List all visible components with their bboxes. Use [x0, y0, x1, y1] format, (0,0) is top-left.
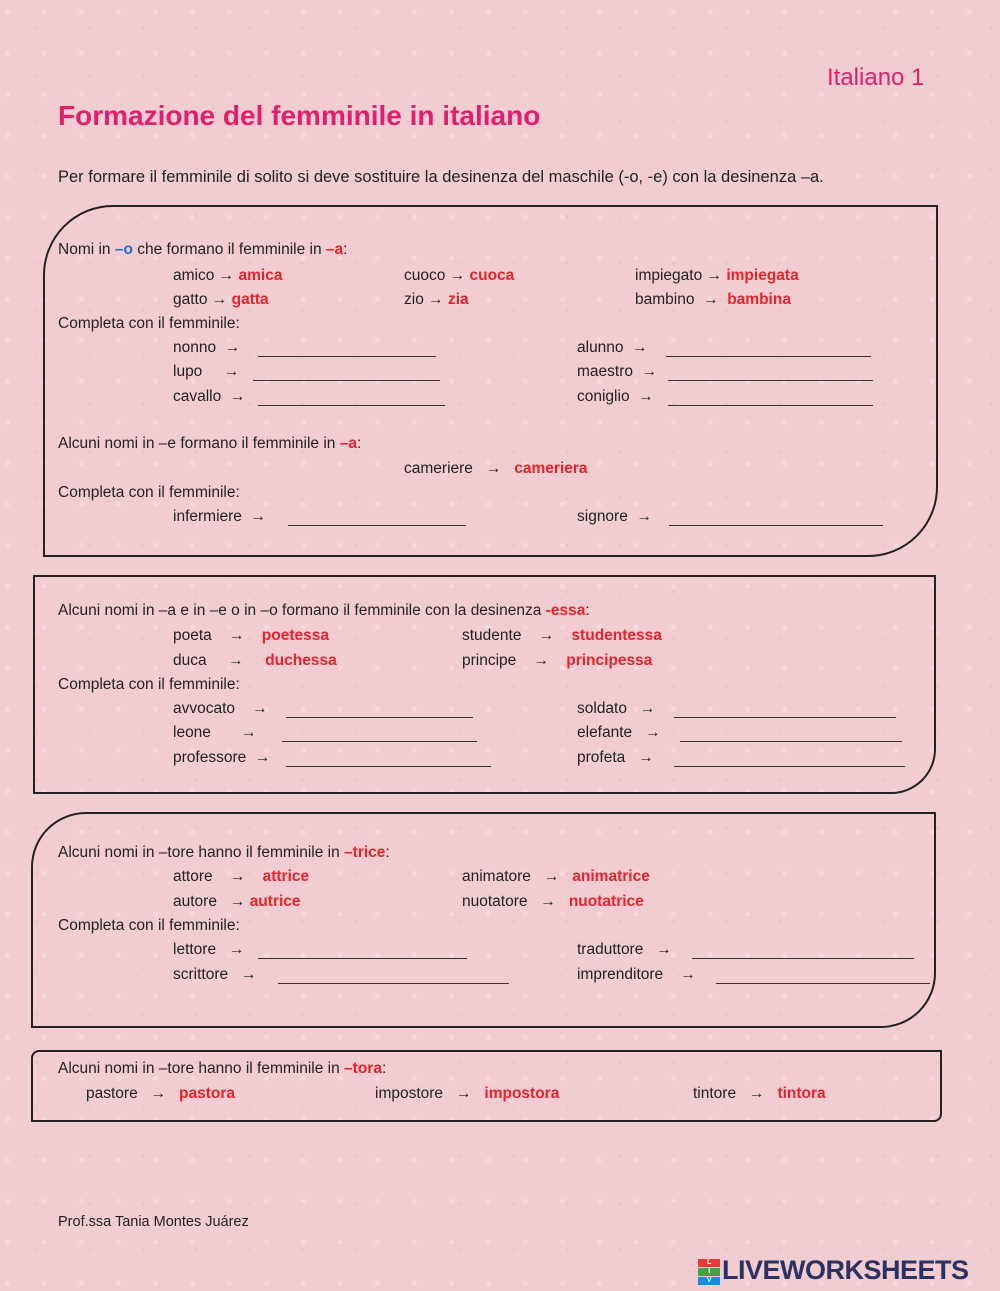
answer-blank[interactable] — [286, 717, 473, 718]
example-pair: duca → duchessa — [173, 652, 337, 669]
answer-blank[interactable] — [258, 405, 445, 406]
example-pair: nuotatore → nuotatrice — [462, 893, 644, 910]
exercise-word: alunno → — [577, 339, 648, 356]
answer-blank[interactable] — [674, 766, 905, 767]
example-pair: poeta → poetessa — [173, 627, 329, 644]
example-pair: bambino → bambina — [635, 291, 791, 308]
answer-blank[interactable] — [258, 356, 436, 357]
example-pair: cuoco → cuoca — [404, 267, 515, 284]
answer-blank[interactable] — [286, 766, 491, 767]
exercise-word: cavallo → — [173, 388, 246, 405]
exercise-word: imprenditore → — [577, 966, 696, 983]
exercise-word: profeta → — [577, 749, 654, 766]
section1-heading: Nomi in –o che formano il femminile in –a: — [58, 241, 348, 258]
section4-heading: Alcuni nomi in –tore hanno il femminile in –tora: — [58, 1060, 387, 1077]
exercise-word: lupo → — [173, 363, 240, 380]
example-pair: principe → principessa — [462, 652, 653, 669]
author-credit: Prof.ssa Tania Montes Juárez — [58, 1214, 249, 1230]
example-pair: impostore → impostora — [375, 1085, 560, 1102]
answer-blank[interactable] — [278, 983, 509, 984]
example-pair: amico → amica — [173, 267, 283, 284]
complete-label: Completa con il femminile: — [58, 484, 240, 501]
answer-blank[interactable] — [258, 958, 467, 959]
example-pair: cameriere → cameriera — [404, 460, 588, 477]
example-pair: pastore → pastora — [86, 1085, 236, 1102]
exercise-word: traduttore → — [577, 941, 672, 958]
exercise-word: avvocato → — [173, 700, 268, 717]
section3-heading: Alcuni nomi in –tore hanno il femminile in –trice: — [58, 844, 390, 861]
answer-blank[interactable] — [668, 380, 873, 381]
answer-blank[interactable] — [666, 356, 871, 357]
complete-label: Completa con il femminile: — [58, 676, 240, 693]
exercise-word: signore → — [577, 508, 652, 525]
course-label: Italiano 1 — [827, 64, 925, 91]
example-pair: autore → autrice — [173, 893, 301, 910]
answer-blank[interactable] — [692, 958, 914, 959]
exercise-word: coniglio → — [577, 388, 654, 405]
exercise-word: lettore → — [173, 941, 245, 958]
answer-blank[interactable] — [282, 741, 477, 742]
exercise-word: scrittore → — [173, 966, 257, 983]
answer-blank[interactable] — [680, 741, 902, 742]
complete-label: Completa con il femminile: — [58, 917, 240, 934]
example-pair: attore → attrice — [173, 868, 310, 885]
liveworksheets-logo[interactable]: L I V LIVEWORKSHEETS — [698, 1255, 969, 1286]
answer-blank[interactable] — [668, 405, 873, 406]
exercise-word: nonno → — [173, 339, 241, 356]
page-title: Formazione del femminile in italiano — [58, 100, 541, 131]
example-pair: gatto → gatta — [173, 291, 269, 308]
answer-blank[interactable] — [674, 717, 896, 718]
example-pair: zio → zia — [404, 291, 469, 308]
exercise-word: elefante → — [577, 724, 661, 741]
answer-blank[interactable] — [716, 983, 930, 984]
example-pair: studente → studentessa — [462, 627, 662, 644]
section1-heading2: Alcuni nomi in –e formano il femminile in –a: — [58, 435, 362, 452]
complete-label: Completa con il femminile: — [58, 315, 240, 332]
exercise-word: professore → — [173, 749, 271, 766]
exercise-word: maestro → — [577, 363, 658, 380]
liveworksheets-logo-icon: L I V — [698, 1259, 720, 1285]
example-pair: animatore → animatrice — [462, 868, 650, 885]
answer-blank[interactable] — [288, 525, 466, 526]
exercise-word: leone → — [173, 724, 257, 741]
section2-heading: Alcuni nomi in –a e in –e o in –o formano il femminile con la desinenza -essa: — [58, 602, 590, 619]
answer-blank[interactable] — [669, 525, 883, 526]
answer-blank[interactable] — [253, 380, 440, 381]
example-pair: tintore → tintora — [693, 1085, 826, 1102]
exercise-word: infermiere → — [173, 508, 267, 525]
intro-text: Per formare il femminile di solito si deve sostituire la desinenza del maschile (-o, -e) con la desinenza –a. — [58, 168, 824, 186]
example-pair: impiegato → impiegata — [635, 267, 799, 284]
exercise-word: soldato → — [577, 700, 656, 717]
